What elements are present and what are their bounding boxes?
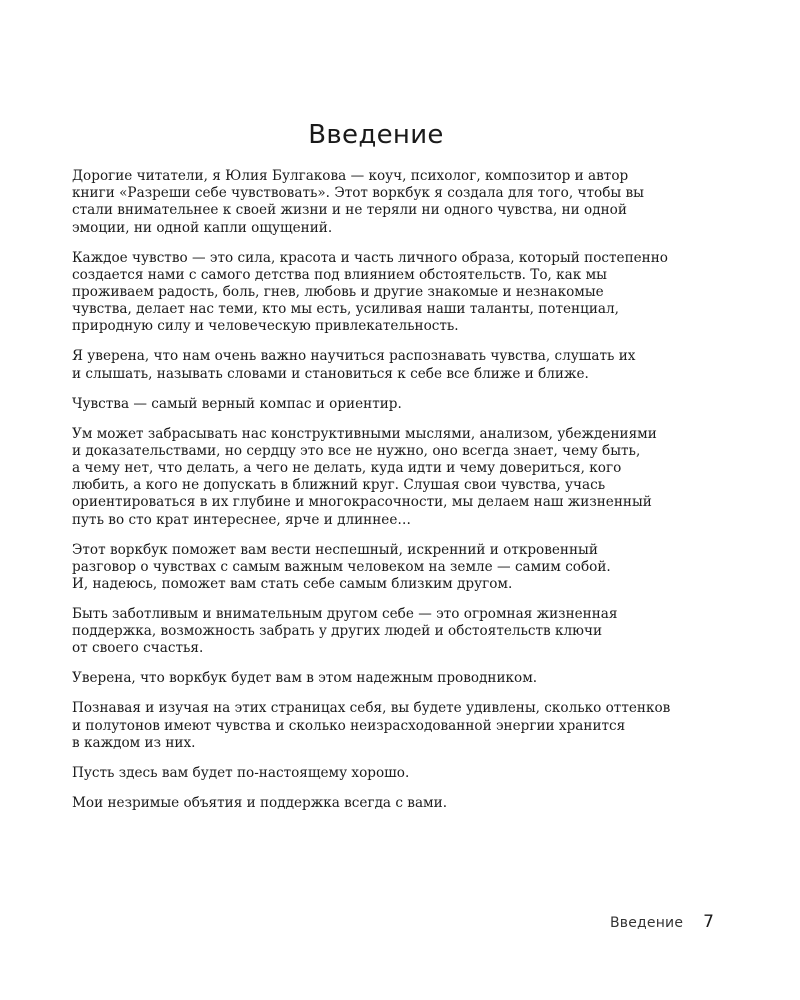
paragraph: Быть заботливым и внимательным другом себе — это огромная жизненная поддержка, возможность забрать у других людей и обстоятельств ключи от своего счастья. [72, 606, 618, 657]
paragraph: Дорогие читатели, я Юлия Булгакова — коуч, психолог, композитор и автор книги «Разреши себе чувствовать». Этот воркбук я создала для того, чтобы вы стали внимательнее к своей жизни и не теряли ни одного чувства, ни одной эмоции, ни одной капли ощущений. [72, 168, 644, 236]
paragraph: Ум может забрасывать нас конструктивными мыслями, анализом, убеждениями и доказательствами, но сердцу это все не нужно, оно всегда знает, чему быть, а чему нет, что делать, а чего не делать, куда идти и чему довериться, кого любить, а кого не допускать в ближний круг. Слушая свои чувства, учась ориентироваться в их глубине и многокрасочности, мы делаем наш жизненный путь во сто крат интереснее, ярче и длиннее… [72, 425, 657, 528]
paragraph: Пусть здесь вам будет по-настоящему хорошо. [72, 764, 410, 781]
page-number: 7 [703, 912, 714, 932]
paragraph: Мои незримые объятия и поддержка всегда с вами. [72, 794, 448, 811]
paragraph: Каждое чувство — это сила, красота и часть личного образа, который постепенно создается нами с самого детства под влиянием обстоятельств. То, как мы проживаем радость, боль, гнев, любовь и другие знакомые и незнакомые чувства, делает нас теми, кто мы есть, усиливая наши таланты, потенциал, природную силу и человеческую привлекательность. [72, 249, 668, 335]
paragraph: Уверена, что воркбук будет вам в этом надежным проводником. [72, 670, 538, 687]
paragraph: Чувства — самый верный компас и ориентир. [72, 395, 402, 412]
footer-section-title: Введение [609, 915, 684, 931]
page-title: Введение [308, 120, 444, 150]
paragraph: Я уверена, что нам очень важно научиться распознавать чувства, слушать их и слышать, называть словами и становиться к себе все ближе и ближе. [72, 348, 636, 382]
body-text [72, 168, 712, 825]
paragraph: Познавая и изучая на этих страницах себя, вы будете удивлены, сколько оттенков и полутонов имеют чувства и сколько неизрасходованной энергии хранится в каждом из них. [72, 700, 671, 751]
paragraph: Этот воркбук поможет вам вести неспешный, искренний и откровенный разговор о чувствах с самым важным человеком на земле — самим собой. И, надеюсь, поможет вам стать себе самым близким другом. [72, 541, 611, 593]
page-footer [610, 912, 714, 932]
